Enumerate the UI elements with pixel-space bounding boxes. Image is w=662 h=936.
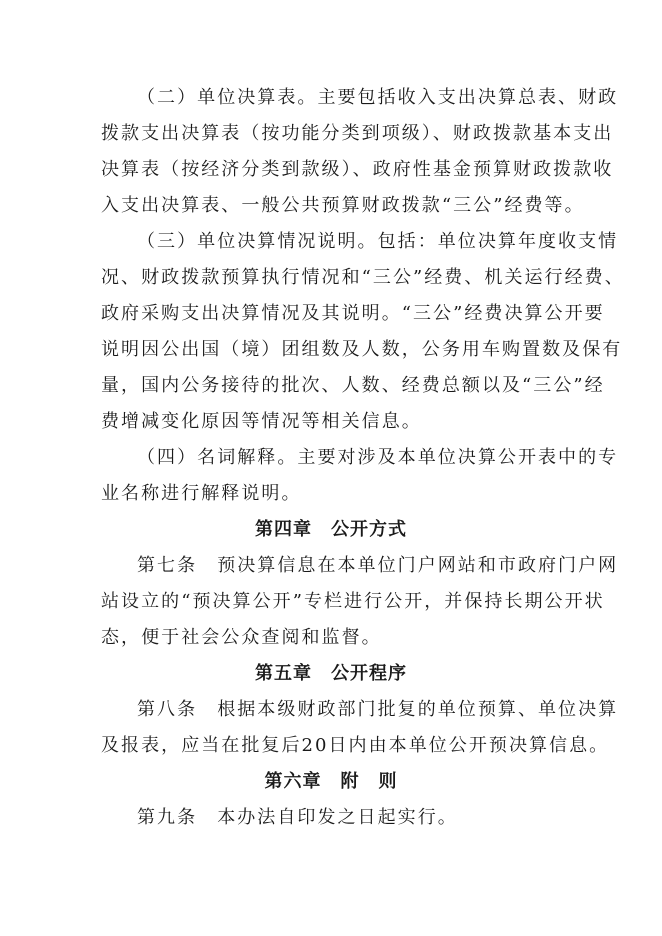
section4-line-2: 业名称进行解释说明。 <box>101 483 302 504</box>
section2-line-3: 决算表（按经济分类到款级）、政府性基金预算财政拨款收 <box>101 159 614 180</box>
chapter6-heading: 第六章 附 则 <box>264 771 398 792</box>
section2-line-4: 入支出决算表、一般公共预算财政拨款“三公”经费等。 <box>101 195 585 216</box>
section3-line-5: 量，国内公务接待的批次、人数、经费总额以及“三公”经 <box>101 375 605 396</box>
article9-line-1: 第九条 本办法自印发之日起实行。 <box>137 807 458 828</box>
section3-line-6: 费增减变化原因等情况等相关信息。 <box>101 411 422 432</box>
section2-line-1: （二）单位决算表。主要包括收入支出决算总表、财政 <box>137 87 619 108</box>
chapter4-heading: 第四章 公开方式 <box>255 519 407 540</box>
article8-line-1: 第八条 根据本级财政部门批复的单位预算、单位决算 <box>137 699 619 720</box>
section2-line-2: 拨款支出决算表（按功能分类到项级）、财政拨款基本支出 <box>101 123 614 144</box>
section3-line-2: 况、财政拨款预算执行情况和“三公”经费、机关运行经费、 <box>101 267 625 288</box>
section3-line-4: 说明因公出国（境）团组数及人数，公务用车购置数及保有 <box>101 339 623 360</box>
article7-line-2: 站设立的“预决算公开”专栏进行公开，并保持长期公开状 <box>101 591 605 612</box>
article8-line-2: 及报表，应当在批复后20日内由本单位公开预决算信息。 <box>101 735 610 756</box>
section3-line-1: （三）单位决算情况说明。包括：单位决算年度收支情 <box>137 231 619 252</box>
chapter5-heading: 第五章 公开程序 <box>255 663 407 684</box>
section4-line-1: （四）名词解释。主要对涉及本单位决算公开表中的专 <box>137 447 619 468</box>
section3-line-3: 政府采购支出决算情况及其说明。“三公”经费决算公开要 <box>101 303 605 324</box>
article7-line-1: 第七条 预决算信息在本单位门户网站和市政府门户网 <box>137 555 619 576</box>
article7-line-3: 态，便于社会公众查阅和监督。 <box>101 627 382 648</box>
